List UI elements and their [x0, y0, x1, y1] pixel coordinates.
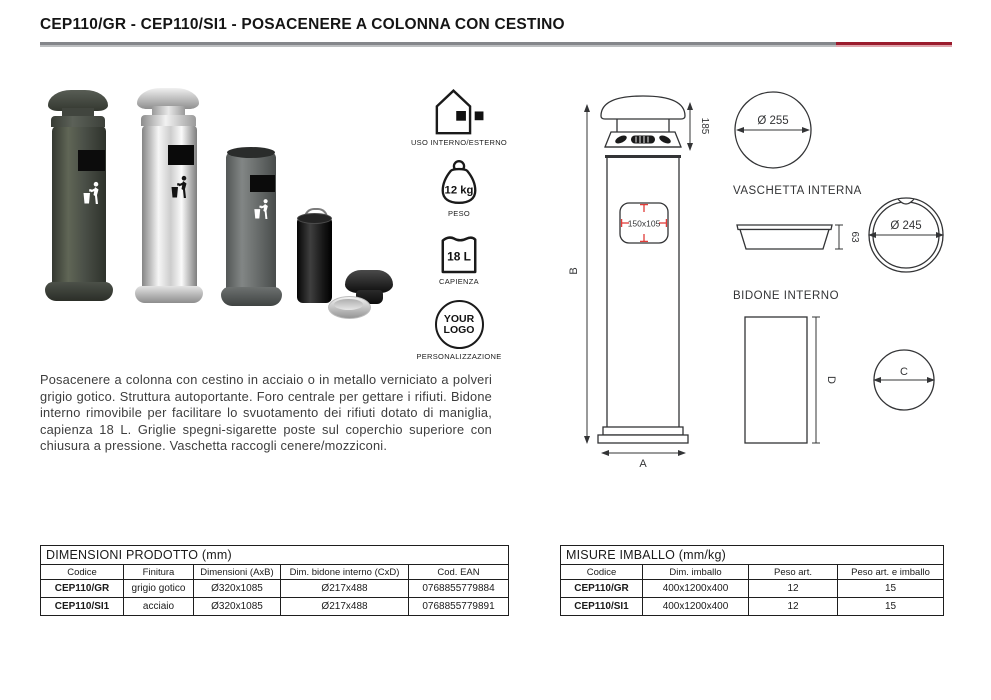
- weight-icon: [435, 159, 483, 206]
- dim-185-label: 185: [699, 117, 710, 135]
- icon-label: USO INTERNO/ESTERNO: [410, 138, 508, 147]
- sticker-window: [250, 175, 275, 192]
- table-row: CEP110/SI1 acciaio Ø320x1085 Ø217x488 0768855779891: [41, 598, 509, 616]
- capacity-icon: [438, 230, 480, 274]
- tidyman-pictogram-icon: [253, 198, 271, 222]
- tidyman-pictogram-icon: [170, 175, 190, 201]
- col-header: Finitura: [124, 565, 194, 580]
- col-header: Codice: [561, 565, 643, 580]
- your-logo-icon: YOUR LOGO: [435, 300, 484, 349]
- tidyman-pictogram-icon: [82, 181, 102, 207]
- col-header: Dimensioni (AxB): [194, 565, 281, 580]
- indoor-outdoor-house-icon: [429, 87, 489, 135]
- dim-a-label: A: [639, 458, 647, 470]
- col-header: Dim. bidone interno (CxD): [281, 565, 409, 580]
- rule-gray-segment: [40, 42, 836, 47]
- feature-icons: [400, 85, 518, 361]
- hole-size-label: 150x105: [627, 218, 661, 229]
- top-diameter-label: Ø 255: [757, 115, 789, 127]
- table-row: CEP110/SI1 400x1200x400 12 15: [561, 598, 944, 616]
- vaschetta-diameter-label: Ø 245: [890, 220, 922, 232]
- page-title: CEP110/GR - CEP110/SI1 - POSACENERE A COLONNA CON CESTINO: [40, 16, 565, 33]
- product-photos: [40, 85, 405, 335]
- svg-text:12 kg: 12 kg: [444, 184, 474, 197]
- col-header: Cod. EAN: [409, 565, 509, 580]
- product-dimensions-table: [40, 545, 509, 616]
- product-description: Posacenere a colonna con cestino in acciaio o in metallo verniciato a polveri grigio gotico. Struttura autoportante. Foro centrale per gettare i rifiuti. Bidone interno rimovibile per facilitare lo svuotamento dei rifiuti dotato di maniglia, capienza 18 L. Griglie spegni-sigarette poste sul coperchio superiore con chiusura a pressione. Vaschetta raccogli cenere/mozziconi.: [40, 372, 492, 454]
- technical-drawing: [555, 85, 960, 480]
- col-header: Codice: [41, 565, 124, 580]
- icon-label: PESO: [447, 209, 471, 218]
- col-header: Dim. imballo: [643, 565, 749, 580]
- table-title: DIMENSIONI PRODOTTO (mm): [41, 546, 509, 565]
- dim-b-label: B: [568, 267, 580, 275]
- icon-label: CAPIENZA: [439, 277, 479, 286]
- table-row: CEP110/GR grigio gotico Ø320x1085 Ø217x488 0768855779884: [41, 580, 509, 598]
- table-title: MISURE IMBALLO (mm/kg): [561, 546, 944, 565]
- package-measures-table: [560, 545, 944, 616]
- dim-63-label: 63: [849, 231, 860, 243]
- icon-label: PERSONALIZZAZIONE: [416, 352, 502, 361]
- table-row: CEP110/GR 400x1200x400 12 15: [561, 580, 944, 598]
- col-header: Peso art.: [749, 565, 838, 580]
- vaschetta-title: VASCHETTA INTERNA: [733, 185, 862, 197]
- col-header: Peso art. e imballo: [838, 565, 944, 580]
- svg-text:18 L: 18 L: [447, 249, 471, 264]
- dim-c-label: C: [900, 366, 908, 378]
- sticker-window: [168, 145, 194, 165]
- column-open-top: [227, 147, 275, 158]
- dim-d-label: D: [825, 376, 837, 384]
- title-rule: [40, 42, 952, 47]
- bidone-title: BIDONE INTERNO: [733, 290, 840, 302]
- sticker-window: [78, 150, 105, 171]
- inner-bin-photo: [297, 218, 332, 303]
- rule-red-segment: [836, 42, 952, 47]
